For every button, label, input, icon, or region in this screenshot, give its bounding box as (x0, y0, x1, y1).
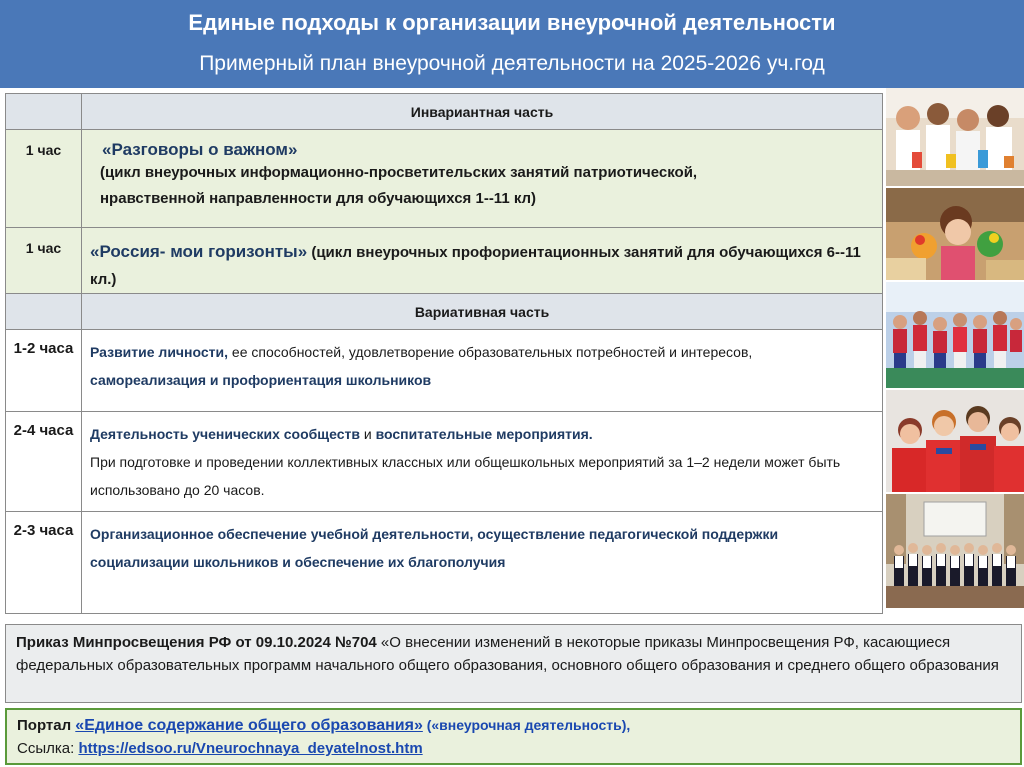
decree-title: Приказ Минпросвещения РФ от 09.10.2024 №704 (16, 634, 377, 651)
portal-note (5, 708, 1022, 765)
hours-cell: 1 час (6, 130, 82, 228)
portal-url-link[interactable]: https://edsoo.ru/Vneurochnaya_deyatelnost.htm (78, 740, 423, 757)
portal-title-link[interactable]: «Единое содержание общего образования» (75, 717, 423, 734)
invariant-section-row (6, 94, 883, 130)
table-row (6, 512, 883, 614)
portal-label: Портал (17, 717, 76, 734)
row-bold: самореализация и профориентация школьников (90, 372, 432, 388)
row-bold: воспитательные мероприятия. (375, 426, 593, 442)
photo-girl-painted-hands-icon (886, 188, 1024, 280)
row-title: «Россия- мои горизонты» (90, 242, 308, 261)
row-bold: Развитие личности, (90, 344, 229, 360)
row-title: «Разговоры о важном» (102, 140, 298, 159)
row-sub1: (цикл внеурочных информационно-просветительских занятий патриотической, (100, 164, 698, 181)
invariant-label: Инвариантная часть (82, 94, 883, 130)
photo-children-science-icon (886, 88, 1024, 186)
table-row (6, 130, 883, 228)
variative-section-row (6, 294, 883, 330)
url-label: Ссылка: (17, 740, 79, 757)
row-text: При подготовке и проведении коллективных классных или общешкольных мероприятий за 1–2 недели может быть использовано до 20 часов. (90, 454, 841, 498)
table-row (6, 228, 883, 294)
hours-cell: 1-2 часа (6, 330, 82, 412)
row-bold: Деятельность ученических сообществ (90, 426, 360, 442)
variative-label: Вариативная часть (82, 294, 883, 330)
row-text: ее способностей, удовлетворение образовательных потребностей и интересов, (228, 344, 753, 360)
table-row (6, 330, 883, 412)
slide-subtitle: Примерный план внеурочной деятельности на 2025-2026 уч.год (199, 52, 825, 75)
plan-table (5, 93, 883, 614)
photo-kids-gym-icon (886, 282, 1024, 388)
photo-school-choir-icon (886, 494, 1024, 608)
photo-teens-red-shirts-icon (886, 390, 1024, 492)
hours-cell: 2-4 часа (6, 412, 82, 512)
slide-title: Единые подходы к организации внеурочной деятельности (188, 10, 836, 35)
table-row (6, 412, 883, 512)
hours-cell: 2-3 часа (6, 512, 82, 614)
row-sub2: нравственной направленности для обучающихся 1--11 кл) (100, 190, 537, 207)
row-text: Организационное обеспечение учебной деятельности, осуществление педагогической поддержки социализации школьников и обеспечение их благополучия (82, 512, 883, 614)
row-text: (цикл внеурочных профориентационных занятий для обучающихся 6--11 кл.) (90, 244, 861, 288)
hours-cell: 1 час (6, 228, 82, 294)
decree-text: «О внесении изменений в некоторые приказы Минпросвещения РФ, касающиеся федеральных образовательных программ начального общего образования, основного общего образования и среднего общего образования (16, 634, 999, 674)
row-text: и (359, 426, 376, 442)
decree-note (5, 624, 1022, 703)
portal-note-text: («внеурочная деятельность), (422, 717, 631, 733)
slide-header (0, 0, 1024, 88)
